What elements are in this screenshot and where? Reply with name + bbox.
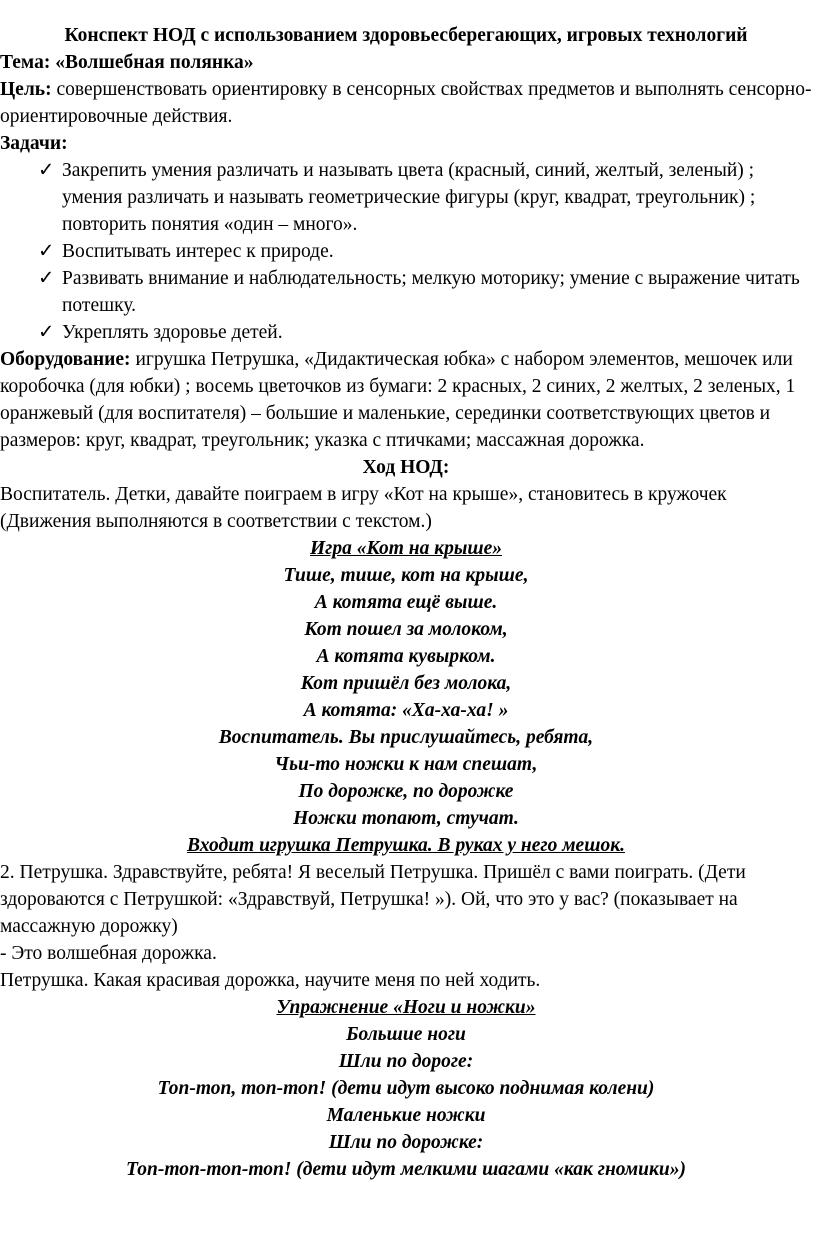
course-heading: Ход НОД: [362,457,450,478]
document-title: Конспект НОД с использованием здоровьесберегающих, игровых технологий [64,25,748,46]
dialog-paragraph: Петрушка. Какая красивая дорожка, научите меня по ней ходить. [0,970,541,991]
task-text: Развивать внимание и наблюдательность; мелкую моторику; умение с выражение читать потешку. [62,268,800,316]
poem-line: По дорожке, по дорожке [298,781,514,802]
goal-text: совершенствовать ориентировку в сенсорных свойствах предметов и выполнять сенсорно-ориентировочные действия. [0,79,812,127]
exercise-title: Упражнение «Ноги и ножки» [276,997,536,1018]
game-title: Игра «Кот на крыше» [309,538,503,559]
dialog-paragraph: - Это волшебная дорожка. [0,943,217,964]
theme-value: «Волшебная полянка» [50,52,254,73]
task-item [38,238,812,265]
task-text: Воспитывать интерес к природе. [62,241,334,262]
check-icon: ✓ [38,241,55,262]
document-page [0,22,812,1183]
exercise-line: Топ-топ-топ-топ! (дети идут мелкими шагами «как гномики») [126,1159,686,1180]
poem-line: Тише, тише, кот на крыше, [283,565,529,586]
goal-label: Цель: [0,79,52,100]
task-text: Укреплять здоровье детей. [62,322,283,343]
poem-line: Чьи-то ножки к нам спешат, [274,754,538,775]
exercise-line: Шли по дороге: [338,1051,474,1072]
tasks-list [0,157,812,346]
equipment-label: Оборудование: [0,349,131,370]
equipment-paragraph [0,346,812,454]
poem-line: А котята кувырком. [316,646,496,667]
theme-line [0,49,812,76]
poem-line: А котята: «Ха-ха-ха! » [303,700,509,721]
tasks-label: Задачи: [0,133,68,154]
intro-paragraph: Воспитатель. Детки, давайте поиграем в игру «Кот на крыше», становитесь в кружочек (Движения выполняются в соответствии с текстом.) [0,484,727,532]
goal-paragraph [0,76,812,130]
poem-line: Кот пошел за молоком, [304,619,508,640]
equipment-text: игрушка Петрушка, «Дидактическая юбка» с набором элементов, мешочек или коробочка (для юбки) ; восемь цветочков из бумаги: 2 красных, 2 синих, 2 желтых, 2 зеленых, 1 оранжевый (для воспитателя) – большие и маленькие, серединки соответствующих цветов и размеров: круг, квадрат, треугольник; указка с птичками; массажная дорожка. [0,349,796,451]
exercise-line: Шли по дорожке: [328,1132,484,1153]
task-item [38,319,812,346]
theme-label: Тема: [0,52,51,73]
check-icon: ✓ [38,160,55,181]
poem-line: А котята ещё выше. [314,592,498,613]
dialog-paragraph: 2. Петрушка. Здравствуйте, ребята! Я веселый Петрушка. Пришёл с вами поиграть. (Дети здороваются с Петрушкой: «Здравствуй, Петрушка! »). Ой, что это у вас? (показывает на массажную дорожку) [0,862,746,937]
poem-line: Ножки топают, стучат. [293,808,519,829]
task-item [38,265,812,319]
check-icon: ✓ [38,322,55,343]
task-item [38,157,812,238]
task-text: Закрепить умения различать и называть цвета (красный, синий, желтый, зеленый) ; умения различать и называть геометрические фигуры (круг, квадрат, треугольник) ; повторить понятия «один – много». [62,160,756,235]
exercise-line: Большие ноги [346,1024,466,1045]
exercise-line: Маленькие ножки [326,1105,486,1126]
exercise-line: Топ-топ, топ-топ! (дети идут высоко поднимая колени) [157,1078,655,1099]
poem-line: Кот пришёл без молока, [300,673,512,694]
poem-line: Воспитатель. Вы прислушайтесь, ребята, [218,727,594,748]
stage-direction: Входит игрушка Петрушка. В руках у него мешок. [187,835,625,856]
check-icon: ✓ [38,268,55,289]
